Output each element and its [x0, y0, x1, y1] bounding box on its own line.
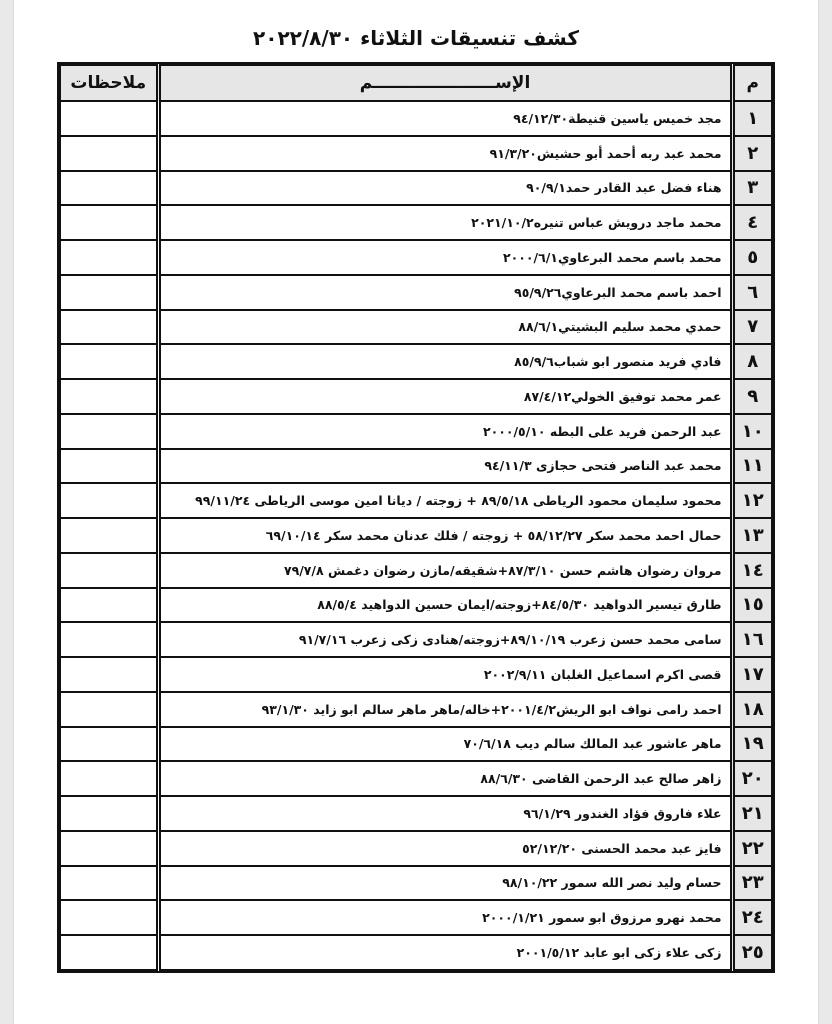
header-name: الإســـــــــــــــــــــم	[158, 65, 732, 101]
row-notes	[60, 101, 158, 136]
row-notes	[60, 275, 158, 310]
table-row	[60, 588, 772, 623]
row-notes	[60, 727, 158, 762]
row-name: عبد الرحمن فريد على البطه ٢٠٠٠/٥/١٠	[158, 414, 732, 449]
row-notes	[60, 240, 158, 275]
row-number: ٥	[732, 240, 772, 275]
table-header-row	[60, 65, 772, 101]
table-row	[60, 935, 772, 970]
row-number: ١٤	[732, 553, 772, 588]
table-row	[60, 831, 772, 866]
row-notes	[60, 518, 158, 553]
row-name: حمدي محمد سليم البشيتي٨٨/٦/١	[158, 310, 732, 345]
row-notes	[60, 692, 158, 727]
row-name: احمد باسم محمد البرعاوي٩٥/٩/٢٦	[158, 275, 732, 310]
row-notes	[60, 588, 158, 623]
table-row	[60, 657, 772, 692]
table-row	[60, 205, 772, 240]
row-name: سامى محمد حسن زعرب ٨٩/١٠/١٩+زوجته/هنادى زكى زعرب ٩١/٧/١٦	[158, 622, 732, 657]
row-number: ١٩	[732, 727, 772, 762]
row-notes	[60, 866, 158, 901]
row-number: ٢٥	[732, 935, 772, 970]
row-number: ٢٤	[732, 900, 772, 935]
row-number: ٩	[732, 379, 772, 414]
row-number: ٣	[732, 171, 772, 206]
row-number: ١٣	[732, 518, 772, 553]
row-notes	[60, 761, 158, 796]
row-name: قصى اكرم اسماعيل الغلبان ٢٠٠٢/٩/١١	[158, 657, 732, 692]
row-notes	[60, 136, 158, 171]
row-number: ٢٠	[732, 761, 772, 796]
table-body	[60, 101, 772, 970]
table-row	[60, 483, 772, 518]
row-name: مجد خميس ياسين قنيطة٩٤/١٢/٣٠	[158, 101, 732, 136]
row-name: علاء فاروق فؤاد الغندور ٩٦/١/٢٩	[158, 796, 732, 831]
row-number: ٢٢	[732, 831, 772, 866]
row-name: فادي فريد منصور ابو شباب٨٥/٩/٦	[158, 344, 732, 379]
names-table	[59, 64, 773, 971]
row-name: مروان رضوان هاشم حسن ٨٧/٣/١٠+شقيقه/مازن رضوان دغمش ٧٩/٧/٨	[158, 553, 732, 588]
row-name: فايز عبد محمد الحسنى ٥٢/١٢/٢٠	[158, 831, 732, 866]
row-number: ٤	[732, 205, 772, 240]
coordination-table	[57, 62, 775, 973]
row-name: زكى علاء زكى ابو عابد ٢٠٠١/٥/١٢	[158, 935, 732, 970]
row-name: محمد ماجد درويش عباس تنيره٢٠٢١/١٠/٢	[158, 205, 732, 240]
row-number: ٦	[732, 275, 772, 310]
table-row	[60, 761, 772, 796]
table-row	[60, 900, 772, 935]
row-name: عمر محمد توفيق الخولي٨٧/٤/١٢	[158, 379, 732, 414]
page-title: كشف تنسيقات الثلاثاء ٢٠٢٢/٨/٣٠	[253, 26, 579, 50]
row-name: محمد عبد الناصر فتحى حجازى ٩٤/١١/٣	[158, 449, 732, 484]
row-notes	[60, 935, 158, 970]
row-number: ١	[732, 101, 772, 136]
table-row	[60, 275, 772, 310]
row-notes	[60, 622, 158, 657]
table-row	[60, 101, 772, 136]
row-name: حسام وليد نصر الله سمور ٩٨/١٠/٢٢	[158, 866, 732, 901]
row-number: ٢	[732, 136, 772, 171]
row-number: ١١	[732, 449, 772, 484]
row-name: محمود سليمان محمود الرياطى ٨٩/٥/١٨ + زوجته / ديانا امين موسى الرياطى ٩٩/١١/٢٤	[158, 483, 732, 518]
table-row	[60, 379, 772, 414]
row-notes	[60, 796, 158, 831]
row-name: محمد عبد ربه أحمد أبو حشيش٩١/٣/٢٠	[158, 136, 732, 171]
row-notes	[60, 171, 158, 206]
row-notes	[60, 379, 158, 414]
row-notes	[60, 205, 158, 240]
row-name: طارق تيسير الدواهيد ٨٤/٥/٣٠+زوجته/ايمان حسين الدواهيد ٨٨/٥/٤	[158, 588, 732, 623]
table-row	[60, 796, 772, 831]
row-name: محمد نهرو مرزوق ابو سمور ٢٠٠٠/١/٢١	[158, 900, 732, 935]
table-row	[60, 414, 772, 449]
row-name: هناء فضل عبد القادر حمد٩٠/٩/١	[158, 171, 732, 206]
table-row	[60, 240, 772, 275]
row-notes	[60, 414, 158, 449]
table-row	[60, 449, 772, 484]
row-number: ٢٣	[732, 866, 772, 901]
table-row	[60, 622, 772, 657]
header-notes: ملاحظات	[60, 65, 158, 101]
row-notes	[60, 831, 158, 866]
row-number: ١٥	[732, 588, 772, 623]
table-row	[60, 866, 772, 901]
table-row	[60, 136, 772, 171]
row-notes	[60, 483, 158, 518]
row-number: ١٨	[732, 692, 772, 727]
row-notes	[60, 310, 158, 345]
row-notes	[60, 657, 158, 692]
row-name: محمد باسم محمد البرعاوي٢٠٠٠/٦/١	[158, 240, 732, 275]
row-number: ١٠	[732, 414, 772, 449]
row-name: ماهر عاشور عبد المالك سالم ديب ٧٠/٦/١٨	[158, 727, 732, 762]
table-row	[60, 344, 772, 379]
row-number: ١٧	[732, 657, 772, 692]
row-number: ٢١	[732, 796, 772, 831]
row-number: ٨	[732, 344, 772, 379]
table-row	[60, 727, 772, 762]
row-name: زاهر صالح عبد الرحمن القاضى ٨٨/٦/٣٠	[158, 761, 732, 796]
row-notes	[60, 553, 158, 588]
table-row	[60, 553, 772, 588]
row-number: ١٦	[732, 622, 772, 657]
row-notes	[60, 900, 158, 935]
table-row	[60, 692, 772, 727]
table-row	[60, 518, 772, 553]
row-notes	[60, 344, 158, 379]
row-number: ٧	[732, 310, 772, 345]
row-notes	[60, 449, 158, 484]
row-number: ١٢	[732, 483, 772, 518]
table-row	[60, 171, 772, 206]
row-name: احمد رامى نواف ابو الريش٢٠٠١/٤/٢+خاله/ماهر ماهر سالم ابو زايد ٩٣/١/٣٠	[158, 692, 732, 727]
table-row	[60, 310, 772, 345]
header-number: م	[732, 65, 772, 101]
row-name: حمال احمد محمد سكر ٥٨/١٢/٢٧ + زوجته / فلك عدنان محمد سكر ٦٩/١٠/١٤	[158, 518, 732, 553]
